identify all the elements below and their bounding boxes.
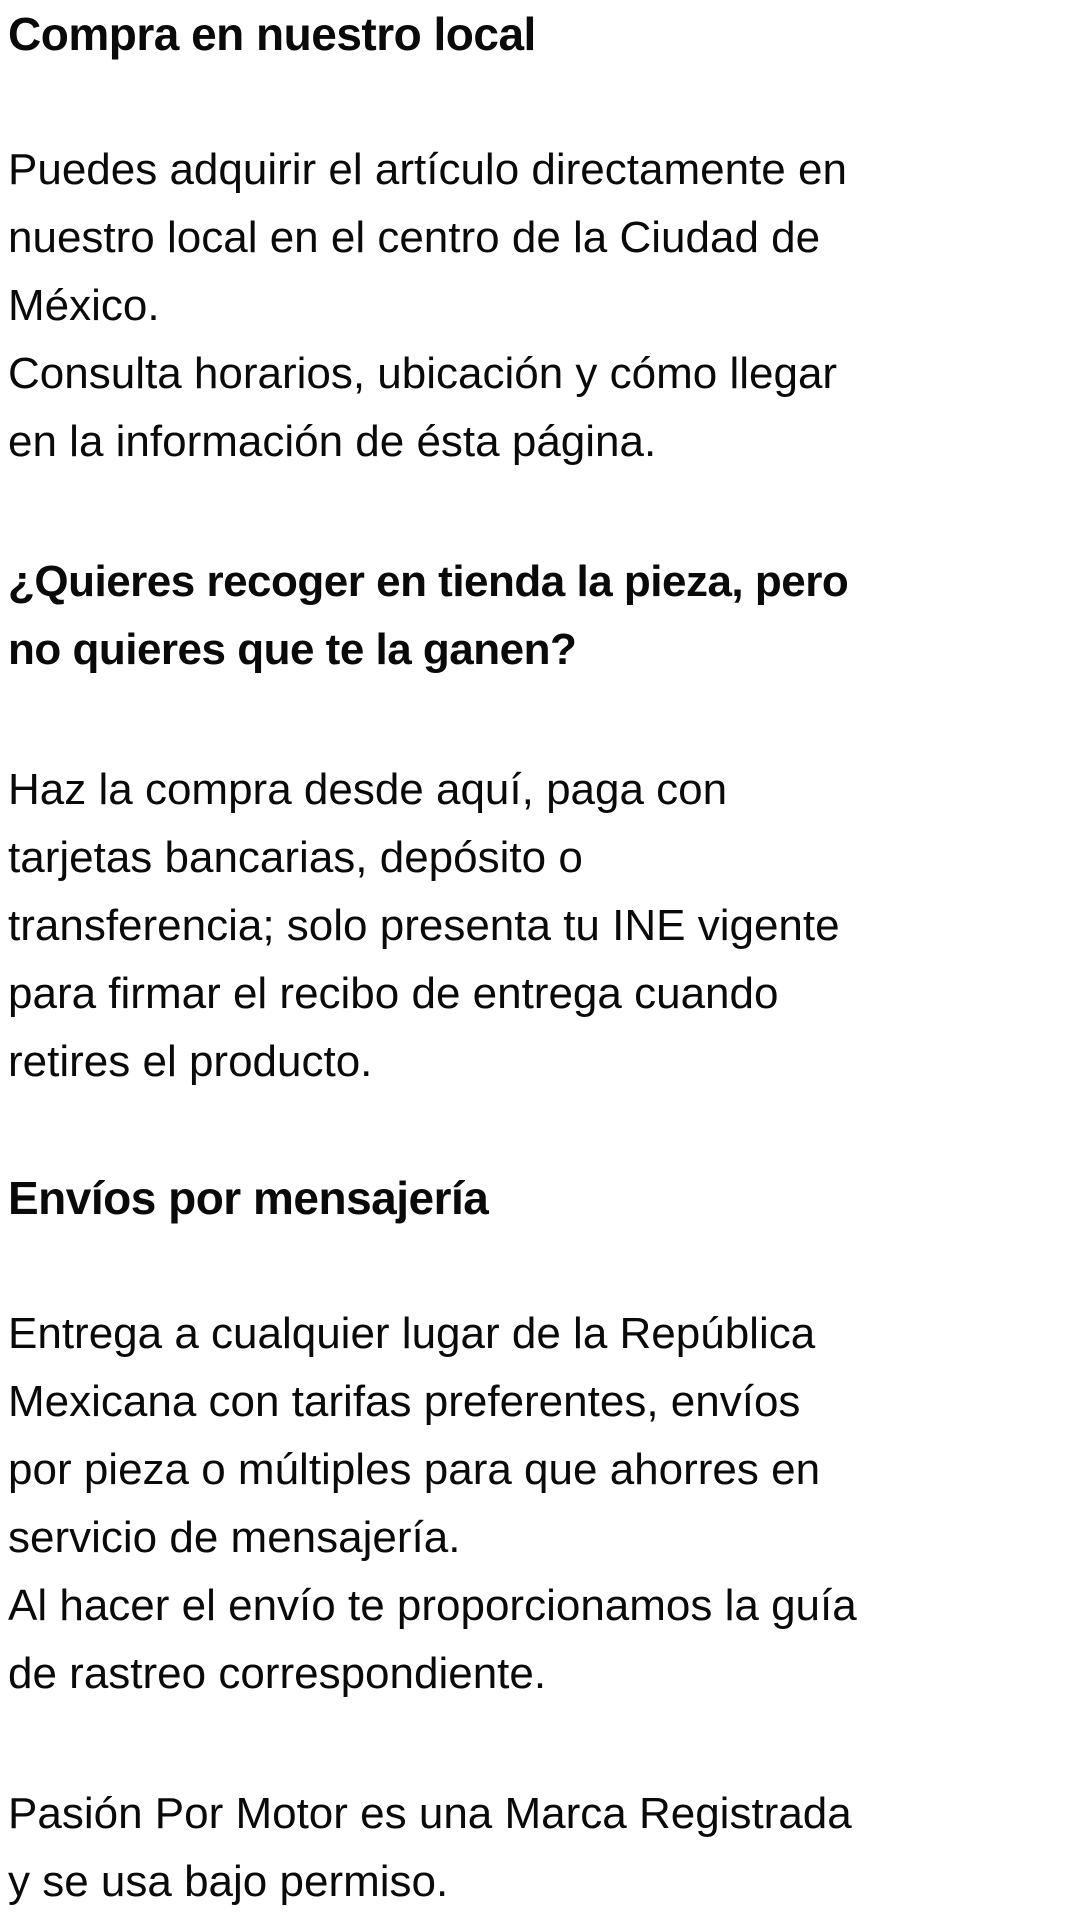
text-line: Al hacer el envío te proporcionamos la guía bbox=[8, 1581, 857, 1630]
text-line: Mexicana con tarifas preferentes, envíos bbox=[8, 1377, 801, 1426]
text-line: retires el producto. bbox=[8, 1037, 373, 1086]
trademark-notice-paragraph bbox=[8, 1780, 1070, 1916]
store-pickup-heading: Compra en nuestro local bbox=[8, 8, 536, 60]
text-line: tarjetas bancarias, depósito o bbox=[8, 833, 583, 882]
store-pickup-intro-paragraph bbox=[8, 136, 1070, 476]
store-pickup-question-paragraph bbox=[8, 548, 1070, 684]
text-line: y se usa bajo permiso. bbox=[8, 1857, 449, 1906]
text-line: México. bbox=[8, 281, 160, 330]
shipping-heading: Envíos por mensajería bbox=[8, 1172, 489, 1224]
text-line: Entrega a cualquier lugar de la República bbox=[8, 1309, 816, 1358]
text-line: Puedes adquirir el artículo directamente en bbox=[8, 145, 847, 194]
text-line: transferencia; solo presenta tu INE vigente bbox=[8, 901, 840, 950]
text-line: Consulta horarios, ubicación y cómo llegar bbox=[8, 349, 838, 398]
shipping-details-paragraph bbox=[8, 1300, 1070, 1708]
text-line: Haz la compra desde aquí, paga con bbox=[8, 765, 728, 814]
text-line: en la información de ésta página. bbox=[8, 417, 657, 466]
text-line: de rastreo correspondiente. bbox=[8, 1649, 547, 1698]
store-pickup-instructions-paragraph bbox=[8, 756, 1070, 1096]
text-line: no quieres que te la ganen? bbox=[8, 625, 577, 674]
text-line: Pasión Por Motor es una Marca Registrada bbox=[8, 1789, 852, 1838]
text-line: servicio de mensajería. bbox=[8, 1513, 461, 1562]
text-line: nuestro local en el centro de la Ciudad de bbox=[8, 213, 821, 262]
text-line: ¿Quieres recoger en tienda la pieza, pero bbox=[8, 557, 849, 606]
text-line: por pieza o múltiples para que ahorres en bbox=[8, 1445, 821, 1494]
text-line: para firmar el recibo de entrega cuando bbox=[8, 969, 779, 1018]
